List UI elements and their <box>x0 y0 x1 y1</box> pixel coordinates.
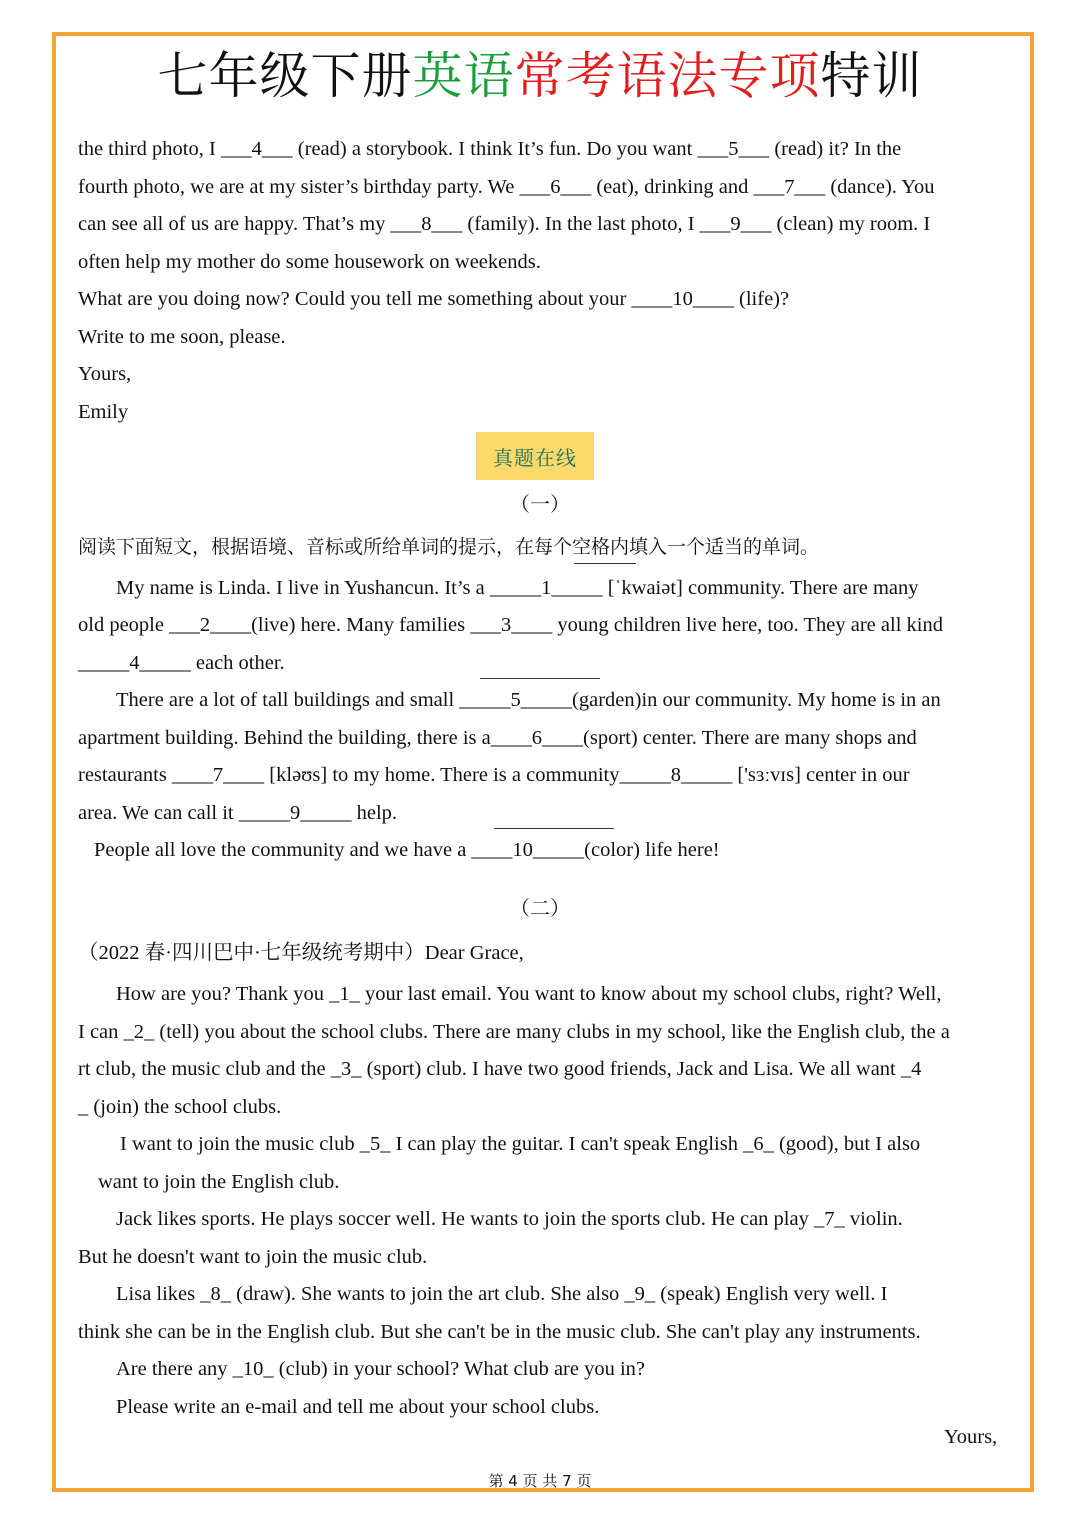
part2-line: How are you? Thank you _1_ your last email. You want to know about my school clubs, right? Well, <box>116 983 942 1005</box>
part2-line: I can _2_ (tell) you about the school clubs. There are many clubs in my school, like the English club, the a <box>78 1021 950 1043</box>
part2-line: want to join the English club. <box>98 1171 340 1193</box>
part2-line: rt club, the music club and the _3_ (sport) club. I have two good friends, Jack and Lisa. We all want _4 <box>78 1058 922 1080</box>
decorative-rule <box>480 678 600 679</box>
part2-line: think she can be in the English club. But she can't be in the music club. She can't play any instruments. <box>78 1321 921 1343</box>
title-segment-subject: 英语 <box>412 47 515 105</box>
title-segment-topic: 常考语法专项 <box>514 47 821 105</box>
part1-line: There are a lot of tall buildings and small _____5_____(garden)in our community. My home is in an <box>116 689 941 711</box>
part2-heading: （二） <box>510 896 570 920</box>
title-segment-grade: 七年级下册 <box>157 47 413 105</box>
part1-line: area. We can call it _____9_____ help. <box>78 802 398 824</box>
page-title <box>0 44 1080 108</box>
part2-line: Please write an e-mail and tell me about your school clubs. <box>116 1396 600 1418</box>
part1-instruction: 阅读下面短文，根据语境、音标或所给单词的提示，在每个空格内填入一个适当的单词。 <box>78 536 820 558</box>
part1-line: _____4_____ each other. <box>78 652 285 674</box>
letter-closing: Yours, <box>78 363 132 385</box>
part1-line: My name is Linda. I live in Yushancun. It’s a _____1_____ [ˈkwaiət] community. There are many <box>116 577 919 599</box>
part2-line: Are there any _10_ (club) in your school? What club are you in? <box>116 1358 646 1380</box>
part2-line: I want to join the music club _5_ I can play the guitar. I can't speak English _6_ (good), but I also <box>120 1133 921 1155</box>
part1-line: restaurants ____7____ [kləʊs] to my home. There is a community_____8_____ ['sɜːvɪs] center in our <box>78 764 910 786</box>
passage-line: What are you doing now? Could you tell me something about your ____10____ (life)? <box>78 288 790 310</box>
passage-line: fourth photo, we are at my sister’s birthday party. We ___6___ (eat), drinking and ___7___ (dance). You <box>78 176 935 198</box>
part2-source: （2022 春·四川巴中·七年级统考期中）Dear Grace, <box>78 942 524 964</box>
letter-signature: Emily <box>78 401 129 423</box>
part2-line: Lisa likes _8_ (draw). She wants to join the art club. She also _9_ (speak) English very well. I <box>116 1283 888 1305</box>
passage-line: Write to me soon, please. <box>78 326 286 348</box>
part1-line: People all love the community and we have a ____10_____(color) life here! <box>94 839 720 861</box>
part2-line: Jack likes sports. He plays soccer well. He wants to join the sports club. He can play _7_ violin. <box>116 1208 903 1230</box>
passage-line: can see all of us are happy. That’s my ___8___ (family). In the last photo, I ___9___ (clean) my room. I <box>78 213 931 235</box>
part1-line: old people ___2____(live) here. Many families ___3____ young children live here, too. They are all kind <box>78 614 943 636</box>
part2-line: _ (join) the school clubs. <box>78 1096 282 1118</box>
section-badge: 真题在线 <box>476 432 594 480</box>
passage-line: often help my mother do some housework on weekends. <box>78 251 541 273</box>
page-number: 第 4 页 共 7 页 <box>488 1472 592 1490</box>
decorative-rule <box>494 828 614 829</box>
letter-closing: Yours, <box>944 1426 998 1448</box>
part1-heading: （一） <box>510 492 570 516</box>
decorative-rule <box>574 563 636 564</box>
passage-line: the third photo, I ___4___ (read) a storybook. I think It’s fun. Do you want ___5___ (read) it? In the <box>78 138 902 160</box>
part1-line: apartment building. Behind the building, there is a____6____(sport) center. There are many shops and <box>78 727 917 749</box>
title-segment-training: 特训 <box>820 47 923 105</box>
part2-line: But he doesn't want to join the music club. <box>78 1246 428 1268</box>
